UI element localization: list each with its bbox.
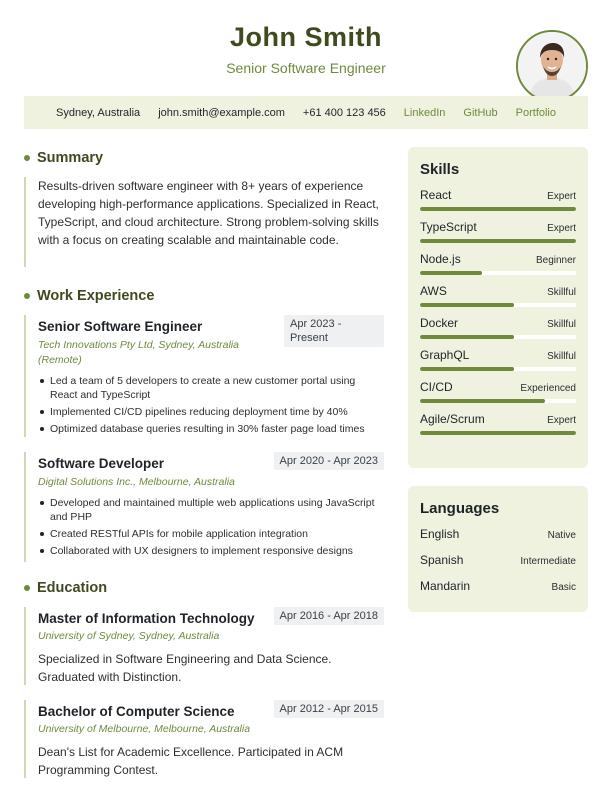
language-name: English [420, 527, 460, 541]
summary-heading [24, 150, 103, 166]
skill-bar-fill [420, 239, 576, 243]
summary-heading-label: Summary [37, 150, 104, 166]
skill-item [420, 348, 576, 371]
contact-bar [24, 96, 588, 129]
degree-title: Master of Information Technology [38, 611, 255, 626]
contact-email[interactable]: john.smith@example.com [158, 106, 285, 119]
skill-bar-fill [420, 367, 514, 371]
job-organization: Digital Solutions Inc., Melbourne, Australia [38, 476, 235, 488]
skill-bar-track [420, 303, 576, 307]
job-dates: Apr 2020 - Apr 2023 [274, 452, 384, 470]
skill-level: Skillful [547, 351, 576, 362]
education-entry-1 [24, 607, 384, 685]
job-title: Senior Software Engineer [38, 319, 203, 334]
job-bullet: Developed and maintained multiple web applications using JavaScript and PHP [38, 496, 384, 524]
skill-level: Expert [547, 223, 576, 234]
skill-bar-track [420, 399, 576, 403]
skill-item [420, 252, 576, 275]
skill-bar-fill [420, 431, 576, 435]
skill-item [420, 412, 576, 435]
skill-level: Expert [547, 415, 576, 426]
school-name: University of Sydney, Sydney, Australia [38, 630, 220, 642]
skill-bar-fill [420, 271, 482, 275]
degree-title: Bachelor of Computer Science [38, 704, 235, 719]
job-bullet: Led a team of 5 developers to create a new customer portal using React and TypeScript [38, 374, 384, 402]
skill-item [420, 188, 576, 211]
language-name: Mandarin [420, 579, 471, 593]
skill-name: TypeScript [420, 220, 477, 234]
contact-location: Sydney, Australia [56, 106, 141, 119]
skill-item [420, 220, 576, 243]
portfolio-link[interactable]: Portfolio [515, 106, 556, 119]
job-entry-1 [24, 315, 384, 437]
languages-heading: Languages [420, 500, 500, 517]
skill-bar-track [420, 271, 576, 275]
avatar [516, 30, 588, 102]
skill-bar-track [420, 367, 576, 371]
section-dot-icon [24, 293, 30, 299]
language-level: Native [547, 530, 576, 541]
skill-name: Node.js [420, 252, 461, 266]
person-avatar-icon [518, 32, 586, 100]
github-link[interactable]: GitHub [463, 106, 498, 119]
skill-name: Agile/Scrum [420, 412, 485, 426]
skill-bar-fill [420, 399, 545, 403]
skill-name: CI/CD [420, 380, 453, 394]
skill-level: Skillful [547, 287, 576, 298]
skill-item [420, 316, 576, 339]
school-name: University of Melbourne, Melbourne, Australia [38, 723, 251, 735]
skill-bar-fill [420, 335, 514, 339]
job-entry-2 [24, 452, 384, 562]
skill-item [420, 284, 576, 307]
skill-level: Experienced [520, 383, 576, 394]
education-heading [24, 580, 107, 596]
skill-level: Beginner [535, 255, 576, 266]
skill-bar-track [420, 431, 576, 435]
skill-bar-fill [420, 303, 514, 307]
linkedin-link[interactable]: LinkedIn [403, 106, 446, 119]
language-level: Basic [551, 582, 576, 593]
language-item [420, 527, 576, 541]
job-bullet: Implemented CI/CD pipelines reducing deployment time by 40% [38, 405, 384, 419]
skills-heading: Skills [420, 161, 460, 178]
summary-block [24, 177, 384, 267]
skill-bar-track [420, 335, 576, 339]
skills-list [420, 188, 576, 435]
education-description: Specialized in Software Engineering and Data Science. Graduated with Distinction. [38, 652, 332, 684]
education-dates: Apr 2016 - Apr 2018 [274, 607, 384, 625]
skill-name: GraphQL [420, 348, 470, 362]
job-bullet: Collaborated with UX designers to implement responsive designs [38, 544, 384, 558]
candidate-title: Senior Software Engineer [226, 60, 386, 76]
language-level: Intermediate [520, 556, 576, 567]
section-dot-icon [24, 155, 30, 161]
experience-heading-label: Work Experience [37, 288, 155, 304]
languages-card [408, 486, 588, 612]
job-dates: Apr 2023 - Present [284, 315, 384, 347]
language-name: Spanish [420, 553, 464, 567]
education-heading-label: Education [37, 580, 108, 596]
skill-bar-track [420, 239, 576, 243]
resume-header [0, 0, 612, 96]
skill-bar-fill [420, 207, 576, 211]
contact-phone[interactable]: +61 400 123 456 [302, 106, 386, 119]
education-entry-2 [24, 700, 384, 778]
education-description: Dean's List for Academic Excellence. Participated in ACM Programming Contest. [38, 745, 344, 777]
section-dot-icon [24, 585, 30, 591]
job-title: Software Developer [38, 456, 165, 471]
skill-name: React [420, 188, 452, 202]
skill-name: AWS [420, 284, 447, 298]
experience-heading [24, 288, 154, 304]
job-bullet: Optimized database queries resulting in 30% faster page load times [38, 422, 384, 436]
education-dates: Apr 2012 - Apr 2015 [274, 700, 384, 718]
candidate-name: John Smith [230, 22, 382, 52]
language-item [420, 553, 576, 567]
skill-level: Expert [547, 191, 576, 202]
skill-bar-track [420, 207, 576, 211]
skill-item [420, 380, 576, 403]
skill-name: Docker [420, 316, 459, 330]
job-organization: Tech Innovations Pty Ltd, Sydney, Australia (Remote) [38, 339, 239, 366]
language-item [420, 579, 576, 593]
job-bullet: Created RESTful APIs for mobile application integration [38, 527, 384, 541]
skill-level: Skillful [547, 319, 576, 330]
skills-card [408, 147, 588, 468]
summary-text: Results-driven software engineer with 8+ years of experience developing high-performance applications. Specialized in React, TypeScript, and cloud architecture. Strong problem-solving skills with a focus on creating scalable and maintainable code. [38, 179, 379, 247]
